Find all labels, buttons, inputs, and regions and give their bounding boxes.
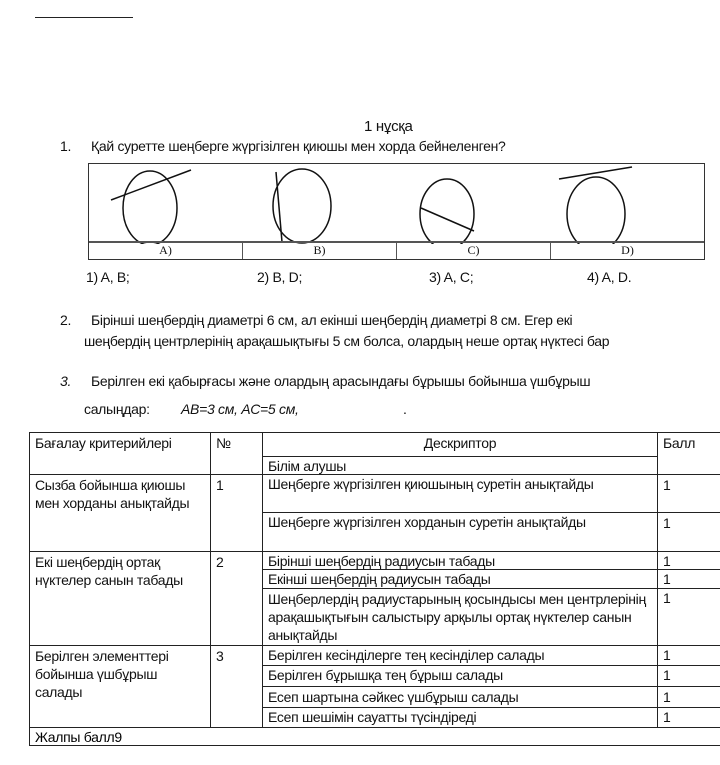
q1-option-3: 3) A, C; [429, 269, 474, 285]
header-descriptor: Дескриптор [262, 432, 658, 457]
circles-figure [89, 164, 704, 244]
variant-title: 1 нұсқа [364, 118, 413, 135]
score-3-4: 1 [657, 707, 720, 728]
score-3-1: 1 [657, 645, 720, 666]
descriptor-1-2: Шеңберге жүргізілген хорданын суретін анықтайды [262, 512, 658, 552]
figure-label-d: D) [550, 243, 704, 259]
descriptor-2-3: Шеңберлердің радиустарының қосындысы мен центрлерінің арақашықтығын салыстыру арқылы ортақ нүктелер санын анықтайды [262, 588, 658, 646]
score-3-2: 1 [657, 665, 720, 687]
q2-line2: шеңбердің центрлерінің арақашықтығы 5 см болса, олардың неше ортақ нүктесі бар [84, 333, 610, 349]
descriptor-3-2: Берілген бұрышқа тең бұрыш салады [262, 665, 658, 687]
figure-label-a: A) [159, 243, 172, 257]
figure-label-c: C) [396, 243, 550, 259]
score-2-3: 1 [657, 588, 720, 646]
score-1-2: 1 [657, 512, 720, 552]
descriptor-2-2: Екінші шеңбердің радиусын табады [262, 569, 658, 589]
q3-given: AB=3 см, AC=5 см, [181, 401, 299, 417]
score-2-1: 1 [657, 551, 720, 570]
num-1: 1 [210, 474, 263, 552]
descriptor-2-1: Бірінші шеңбердің радиусын табады [262, 551, 658, 570]
descriptor-3-3: Есеп шартына сәйкес үшбұрыш салады [262, 686, 658, 708]
header-score: Балл [657, 432, 720, 475]
score-3-3: 1 [657, 686, 720, 708]
q1-figure [88, 163, 705, 260]
q3-line2: салыңдар: [84, 401, 150, 417]
figure-labels [89, 241, 704, 259]
q1-number: 1. [60, 138, 72, 154]
q2-number: 2. [60, 312, 72, 328]
header-num: № [210, 432, 263, 475]
header-sub: Білім алушы [262, 456, 658, 475]
criteria-1: Сызба бойынша қиюшы мен хорданы анықтайды [29, 474, 211, 552]
circle-a [123, 171, 177, 244]
num-2: 2 [210, 551, 263, 646]
q3-line1: Берілген екі қабырғасы және олардың арасындағы бұрышы бойынша үшбұрыш [91, 373, 591, 389]
circle-d [567, 177, 625, 244]
criteria-2: Екі шеңбердің ортақ нүктелер санын табады [29, 551, 211, 646]
num-3: 3 [210, 645, 263, 728]
figure-label-b: B) [242, 243, 396, 259]
criteria-3: Берілген элементтері бойынша үшбұрыш салады [29, 645, 211, 728]
q1-option-1: 1) A, B; [86, 269, 130, 285]
descriptor-1-1: Шеңберге жүргізілген қиюшының суретін анықтайды [262, 474, 658, 513]
q3-number: 3. [60, 373, 72, 389]
top-underline [35, 17, 133, 18]
score-1-1: 1 [657, 474, 720, 513]
chord-c [421, 208, 474, 231]
descriptor-3-1: Берілген кесінділерге тең кесінділер салады [262, 645, 658, 666]
descriptor-3-4: Есеп шешімін сауатты түсіндіреді [262, 707, 658, 728]
score-2-2: 1 [657, 569, 720, 589]
total-score: Жалпы балл9 [29, 727, 720, 746]
q1-option-2: 2) B, D; [257, 269, 303, 285]
q1-text: Қай суретте шеңберге жүргізілген қиюшы мен хорда бейнеленген? [91, 138, 506, 154]
header-criteria: Бағалау критерийлері [29, 432, 211, 475]
q1-option-4: 4) A, D. [587, 269, 632, 285]
q3-dot: . [403, 401, 407, 417]
secant-a [111, 170, 191, 200]
q2-line1: Бірінші шеңбердің диаметрі 6 см, ал екінші шеңбердің диаметрі 8 см. Егер екі [91, 312, 573, 328]
